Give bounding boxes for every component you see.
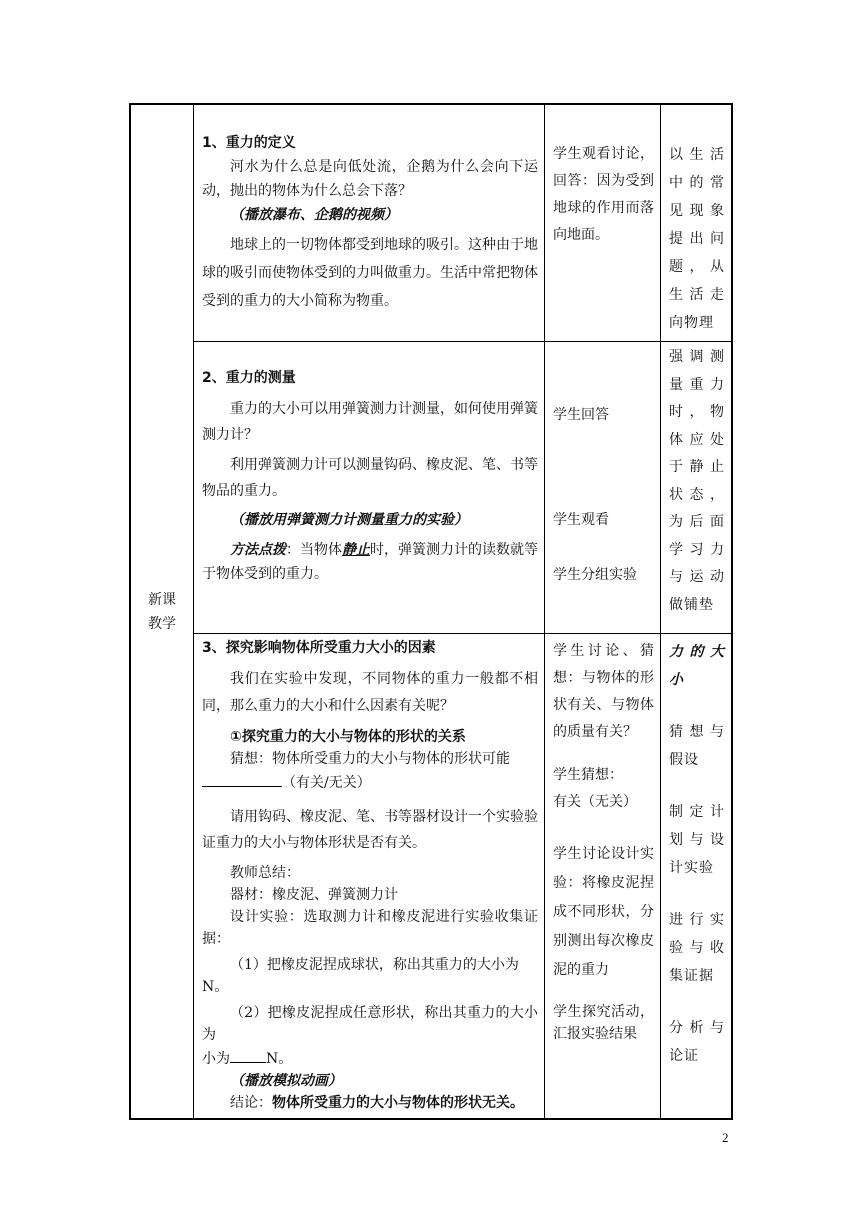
paragraph: 我们在实验中发现，不同物体的重力一般都不相同，那么重力的大小和什么因素有关呢？ bbox=[202, 671, 538, 714]
student-activity-text: 学生猜想： bbox=[553, 767, 623, 783]
paragraph: 请用钩码、橡皮泥、笔、书等器材设计一个实验验证重力的大小与物体形状是否有关。 bbox=[202, 809, 538, 851]
student-activity-text: 学生回答 bbox=[553, 407, 609, 423]
paragraph: 河水为什么总是向低处流，企鹅为什么会向下运动，抛出的物体为什么总会下落？ bbox=[202, 159, 538, 199]
student-activity-text: 学生观看讨论，回答：因为受到地球的作用而落向地面。 bbox=[553, 146, 654, 243]
paragraph: 重力的大小可以用弹簧测力计测量，如何使用弹簧测力计？ bbox=[202, 401, 538, 443]
answer-blank[interactable] bbox=[230, 1046, 266, 1063]
design-intent-text: 强调测量重力时，物体应处于静止状态，为后面学习力与运动做铺垫 bbox=[669, 349, 725, 613]
method-tip: 方法点拨：当物体静止时，弹簧测力计的读数就等于物体受到的重力。 bbox=[202, 542, 538, 582]
step-line: （2）把橡皮泥捏成任意形状，称出其重力的大小为 bbox=[202, 1005, 538, 1043]
section-heading: 2、重力的测量 bbox=[202, 370, 296, 386]
section-heading: 1、重力的定义 bbox=[202, 135, 296, 151]
step-line-tail: 小为 N。 bbox=[202, 1046, 538, 1070]
design-intent-text: 制定计划与设计实验 bbox=[669, 804, 725, 876]
table-row bbox=[130, 104, 732, 342]
section-label-cell bbox=[130, 104, 194, 1119]
video-note: （播放瀑布、企鹅的视频） bbox=[230, 207, 398, 223]
design-intent-text: 分析与论证 bbox=[669, 1020, 725, 1064]
student-activity-text: 学生讨论、猜想：与物体的形状有关、与物体的质量有关？ bbox=[553, 643, 654, 740]
student-activity-cell bbox=[545, 634, 661, 1120]
design-intent-cell bbox=[661, 104, 733, 342]
key-word: 静止 bbox=[342, 542, 370, 558]
section-label-line-1: 新课 bbox=[148, 591, 176, 608]
content-cell-gravity-definition bbox=[194, 104, 545, 342]
guess-blank-line: （有关/无关） bbox=[202, 770, 538, 794]
sub-heading: ①探究重力的大小与物体的形状的关系 bbox=[230, 729, 466, 745]
conclusion-line: 结论：物体所受重力的大小与物体的形状无关。 bbox=[230, 1095, 524, 1111]
step-line-tail: N。 bbox=[202, 979, 229, 995]
content-cell-gravity-measurement bbox=[194, 342, 545, 634]
conclusion-text: 物体所受重力的大小与物体的形状无关。 bbox=[272, 1095, 524, 1111]
design-intent-text: 力的大小 bbox=[669, 644, 725, 688]
content-cell-gravity-factors bbox=[194, 634, 545, 1120]
student-activity-text: 学生讨论设计实验：将橡皮泥捏成不同形状，分别测出每次橡皮泥的重力 bbox=[553, 846, 654, 978]
guess-line: 猜想：物体所受重力的大小与物体的形状可能 bbox=[230, 751, 510, 767]
design-intent-text: 进行实验与收集证据 bbox=[669, 912, 725, 984]
section-heading: 3、探究影响物体所受重力大小的因素 bbox=[202, 640, 436, 656]
design-intent-text: 以生活中的常见现象提出问题，从生活走向物理 bbox=[669, 147, 725, 331]
design-intent-cell bbox=[661, 634, 733, 1120]
design-intent-text: 猜想与假设 bbox=[669, 724, 725, 768]
table-row bbox=[130, 634, 732, 1120]
section-label-line-2: 教学 bbox=[148, 615, 176, 632]
student-activity-text: 有关（无关） bbox=[553, 794, 637, 810]
page-number: 2 bbox=[722, 1130, 729, 1145]
student-activity-cell bbox=[545, 342, 661, 634]
paragraph: 地球上的一切物体都受到地球的吸引。这种由于地球的吸引而使物体受到的力叫做重力。生活中常把物体受到的重力的大小简称为物重。 bbox=[202, 237, 538, 309]
student-activity-text: 学生探究活动，汇报实验结果 bbox=[553, 1004, 654, 1042]
animation-note: （播放模拟动画） bbox=[230, 1073, 342, 1089]
video-note: （播放用弹簧测力计测量重力的实验） bbox=[230, 512, 468, 528]
design-line: 设计实验：选取测力计和橡皮泥进行实验收集证据： bbox=[202, 909, 538, 947]
materials-line: 器材：橡皮泥、弹簧测力计 bbox=[230, 887, 398, 903]
student-activity-text: 学生观看 bbox=[553, 512, 609, 528]
student-activity-text: 学生分组实验 bbox=[553, 567, 637, 583]
paragraph: 利用弹簧测力计可以测量钩码、橡皮泥、笔、书等物品的重力。 bbox=[202, 457, 538, 499]
method-tip-label: 方法点拨 bbox=[230, 542, 286, 558]
student-activity-cell bbox=[545, 104, 661, 342]
design-intent-cell bbox=[661, 342, 733, 634]
lesson-plan-table bbox=[129, 103, 733, 1120]
answer-blank[interactable] bbox=[202, 770, 282, 787]
table-row bbox=[130, 342, 732, 634]
step-line: （1）把橡皮泥捏成球状，称出其重力的大小为 bbox=[230, 957, 519, 973]
summary-label: 教师总结： bbox=[230, 865, 300, 881]
